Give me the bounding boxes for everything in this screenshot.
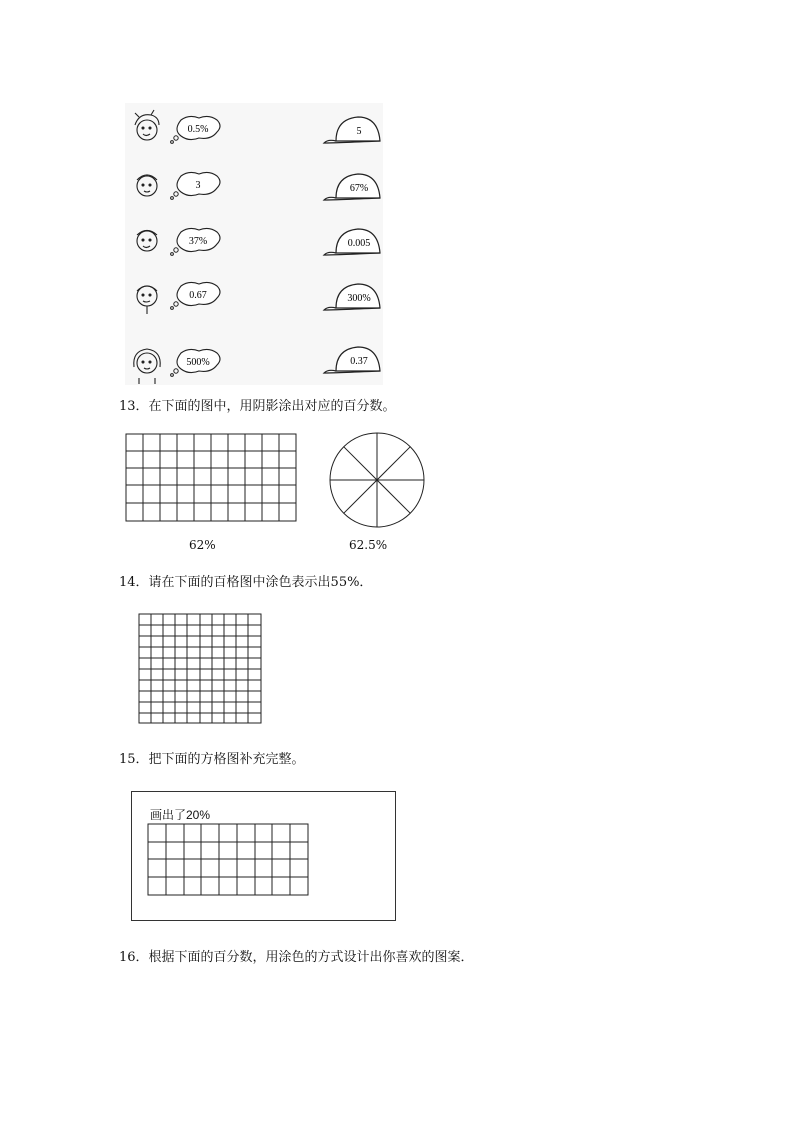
- thought-bubble-2: [171, 172, 220, 199]
- cap-icon-4: [324, 284, 380, 310]
- thought-bubble-5: [171, 349, 220, 376]
- q13-circle-label: 62.5%: [349, 538, 388, 552]
- thought-text-5: 500%: [186, 357, 210, 368]
- question-16-text: 16．根据下面的百分数，用涂色的方式设计出你喜欢的图案．: [119, 950, 474, 965]
- thought-bubble-4: [171, 282, 220, 309]
- cap-text-2: 67%: [349, 183, 369, 194]
- q15-partial-grid: [147, 823, 310, 897]
- q13-rect-label: 62%: [189, 538, 216, 552]
- q15-frame: [131, 791, 396, 921]
- question-15-text: 15．把下面的方格图补充完整。: [119, 752, 305, 767]
- question-14-text: 14．请在下面的百格图中涂色表示出55%．: [119, 575, 373, 590]
- thought-text-2: 3: [195, 180, 201, 191]
- girl-face-icon: [134, 349, 160, 384]
- cap-text-5: 0.37: [350, 356, 368, 367]
- thought-bubble-1: [171, 116, 220, 143]
- cap-text-1: 5: [356, 126, 362, 137]
- q13-rectangle-grid: [125, 433, 298, 523]
- q15-caption: 画出了20%: [150, 808, 211, 822]
- thought-bubble-3: [171, 228, 220, 255]
- matching-figure: [125, 103, 383, 385]
- cap-text-4: 300%: [347, 293, 371, 304]
- boy-face-icon: [137, 231, 157, 252]
- cap-icon-3: [324, 229, 380, 255]
- thought-text-1: 0.5%: [187, 124, 209, 135]
- man-face-icon: [137, 286, 157, 314]
- cap-text-3: 0.005: [347, 238, 371, 249]
- girl-face-icon: [135, 110, 159, 140]
- question-13-text: 13．在下面的图中，用阴影涂出对应的百分数。: [119, 399, 396, 414]
- q14-hundred-grid: [138, 613, 264, 726]
- q13-circle-divided: [328, 431, 426, 529]
- thought-text-4: 0.67: [189, 290, 207, 301]
- thought-text-3: 37%: [188, 236, 208, 247]
- cap-icon-5: [324, 347, 380, 373]
- boy-face-icon: [137, 175, 157, 196]
- cap-icon-2: [324, 174, 380, 200]
- matching-exercise: [125, 103, 383, 385]
- cap-icon-1: [324, 117, 380, 143]
